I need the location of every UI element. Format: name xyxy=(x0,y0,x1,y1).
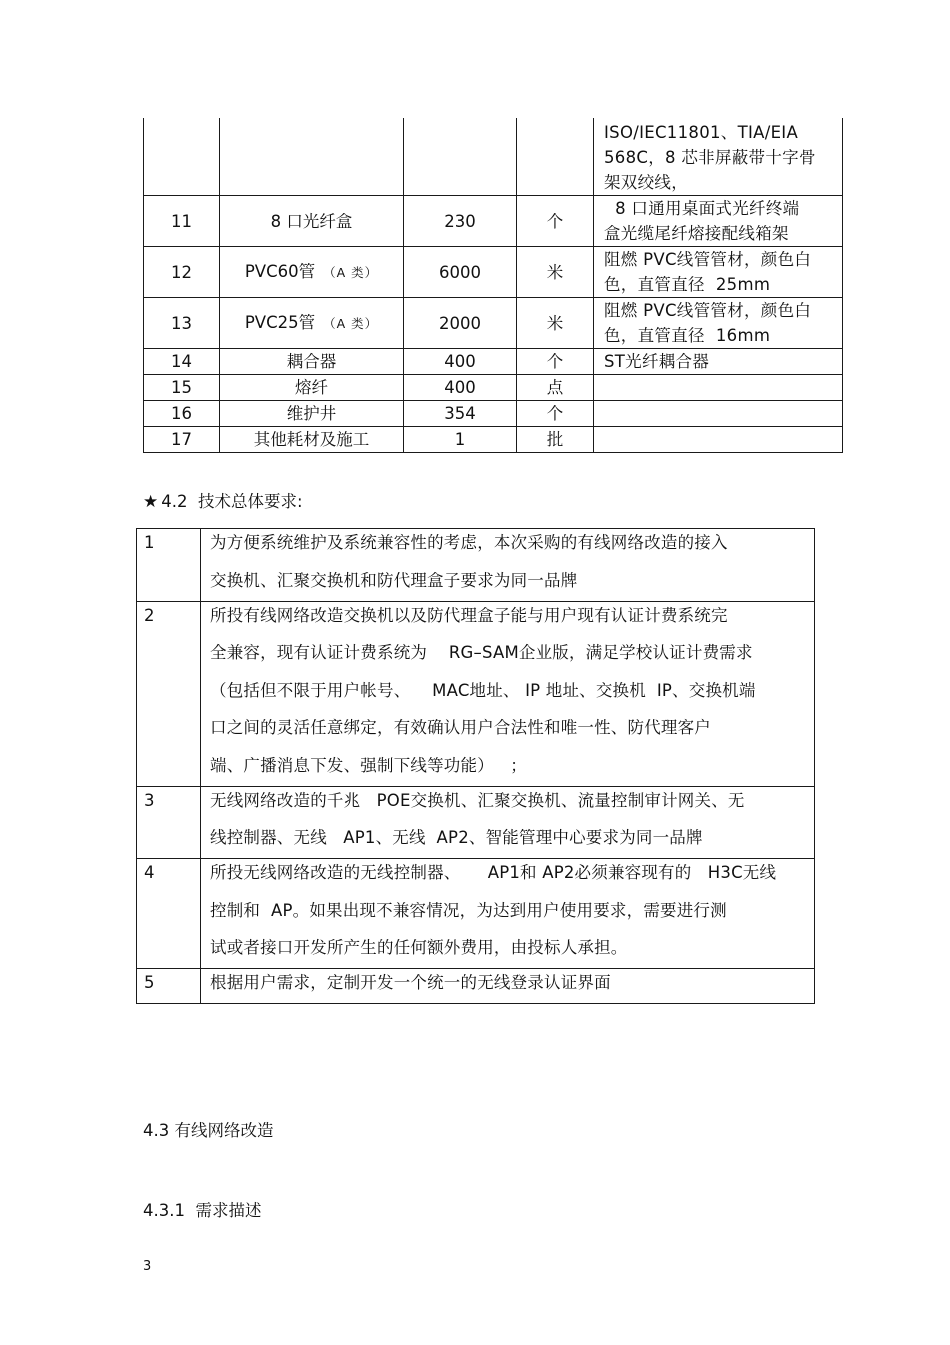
cell-qty: 400 xyxy=(404,375,517,401)
cell-desc xyxy=(594,118,843,196)
cell-desc xyxy=(594,427,843,453)
star-icon: ★ xyxy=(143,492,159,512)
desc-line: 阻燃 PVC线管管材，颜色白 xyxy=(604,250,812,269)
cell-no: 11 xyxy=(144,196,220,247)
table-row xyxy=(144,118,843,196)
req-line: 试或者接口开发所产生的任何额外费用，由投标人承担。 xyxy=(210,938,628,957)
section-42-title: 4.2 技术总体要求: xyxy=(161,492,303,511)
cell-unit: 米 xyxy=(517,247,594,298)
cell-qty: 1 xyxy=(404,427,517,453)
cell-no: 12 xyxy=(144,247,220,298)
cell-no: 17 xyxy=(144,427,220,453)
cell-qty: 400 xyxy=(404,349,517,375)
desc-line: 8 口通用桌面式光纤终端 xyxy=(604,199,800,218)
table-row xyxy=(144,247,843,298)
cell-no: 15 xyxy=(144,375,220,401)
cell-unit: 个 xyxy=(517,401,594,427)
cell-desc xyxy=(594,196,843,247)
req-number: 3 xyxy=(137,786,201,859)
cell-unit xyxy=(517,118,594,196)
cell-desc xyxy=(594,401,843,427)
materials-table xyxy=(143,118,843,453)
desc-line: 架双绞线， xyxy=(604,173,688,192)
table-row xyxy=(144,196,843,247)
cell-qty: 354 xyxy=(404,401,517,427)
desc-line: 色，直管直径 16mm xyxy=(604,326,771,345)
req-line: 全兼容，现有认证计费系统为 RG–SAM企业版，满足学校认证计费需求 xyxy=(210,643,753,662)
table-row xyxy=(137,859,815,969)
table-row xyxy=(144,375,843,401)
cell-desc xyxy=(594,298,843,349)
cell-unit: 个 xyxy=(517,349,594,375)
cell-name: 维护井 xyxy=(220,401,404,427)
desc-line: 阻燃 PVC线管管材，颜色白 xyxy=(604,301,812,320)
req-line: 端、广播消息下发、强制下线等功能） ； xyxy=(210,755,527,775)
table-row xyxy=(137,601,815,786)
cell-qty: 6000 xyxy=(404,247,517,298)
cell-unit: 米 xyxy=(517,298,594,349)
desc-line: 色，直管直径 25mm xyxy=(604,275,771,294)
req-line: 无线网络改造的千兆 POE交换机、汇聚交换机、流量控制审计网关、无 xyxy=(210,790,745,810)
requirements-table xyxy=(136,528,815,1004)
desc-line: 568C，8 芯非屏蔽带十字骨 xyxy=(604,148,816,167)
req-line: 为方便系统维护及系统兼容性的考虑，本次采购的有线网络改造的接入 xyxy=(210,533,728,552)
req-line: 控制和 AP。如果出现不兼容情况，为达到用户使用要求，需要进行测 xyxy=(210,900,727,920)
cell-desc xyxy=(594,247,843,298)
table-row xyxy=(144,401,843,427)
cell-name: 耦合器 xyxy=(220,349,404,375)
cell-name: 其他耗材及施工 xyxy=(220,427,404,453)
cell-name: 熔纤 xyxy=(220,375,404,401)
desc-line: ISO/IEC11801、TIA/EIA xyxy=(604,123,799,142)
cell-no xyxy=(144,118,220,196)
section-431-heading: 4.3.1 需求描述 xyxy=(143,1201,262,1220)
req-line: 所投有线网络改造交换机以及防代理盒子能与用户现有认证计费系统完 xyxy=(210,605,728,625)
cell-no: 13 xyxy=(144,298,220,349)
cell-unit: 点 xyxy=(517,375,594,401)
cell-unit: 批 xyxy=(517,427,594,453)
cell-no: 16 xyxy=(144,401,220,427)
cell-name: PVC25管 （A 类） xyxy=(220,298,404,349)
table-row xyxy=(144,349,843,375)
page-number: 3 xyxy=(143,1259,152,1274)
req-number: 4 xyxy=(137,859,201,969)
req-text xyxy=(201,859,815,969)
req-text xyxy=(201,786,815,859)
table-row xyxy=(137,969,815,1004)
cell-name: PVC60管 （A 类） xyxy=(220,247,404,298)
cell-name xyxy=(220,118,404,196)
req-text xyxy=(201,601,815,786)
req-line: 根据用户需求，定制开发一个统一的无线登录认证界面 xyxy=(210,973,611,992)
desc-line: 盒光缆尾纤熔接配线箱架 xyxy=(604,224,789,243)
table-row xyxy=(144,298,843,349)
table-row xyxy=(137,529,815,602)
table-row xyxy=(137,786,815,859)
cell-name: 8 口光纤盒 xyxy=(220,196,404,247)
cell-desc xyxy=(594,375,843,401)
req-line: 交换机、汇聚交换机和防代理盒子要求为同一品牌 xyxy=(210,570,578,590)
cell-desc: ST光纤耦合器 xyxy=(594,349,843,375)
section-42-heading xyxy=(143,491,303,513)
cell-qty: 230 xyxy=(404,196,517,247)
req-number: 1 xyxy=(137,529,201,602)
cell-no: 14 xyxy=(144,349,220,375)
cell-qty: 2000 xyxy=(404,298,517,349)
req-line: （包括但不限于用户帐号、 MAC地址、 IP 地址、交换机 IP、交换机端 xyxy=(210,680,756,700)
req-line: 所投无线网络改造的无线控制器、 AP1和 AP2必须兼容现有的 H3C无线 xyxy=(210,863,777,882)
req-number: 5 xyxy=(137,969,201,1004)
req-text xyxy=(201,969,815,1004)
table-row xyxy=(144,427,843,453)
cell-qty xyxy=(404,118,517,196)
req-text xyxy=(201,529,815,602)
req-line: 线控制器、无线 AP1、无线 AP2、智能管理中心要求为同一品牌 xyxy=(210,828,703,847)
section-43-heading: 4.3 有线网络改造 xyxy=(143,1121,274,1140)
cell-unit: 个 xyxy=(517,196,594,247)
req-line: 口之间的灵活任意绑定，有效确认用户合法性和唯一性、防代理客户 xyxy=(210,718,711,737)
req-number: 2 xyxy=(137,601,201,786)
